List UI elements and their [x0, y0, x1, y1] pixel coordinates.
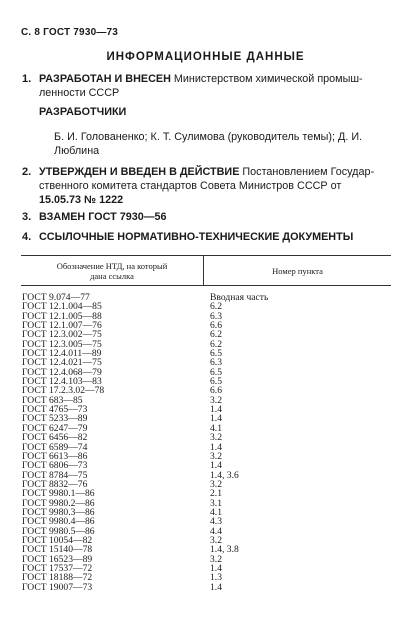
- section-2: [39, 165, 391, 207]
- table-top-rule: [21, 255, 391, 256]
- table-cell-clause: 6.2: [210, 301, 222, 313]
- table-cell-clause: 3.1: [210, 497, 222, 509]
- table-cell-clause: 1.4: [210, 562, 222, 574]
- section-2-number: 2.: [22, 166, 32, 178]
- table-cell-document: ГОСТ 6247—79: [22, 422, 88, 434]
- table-cell-document: ГОСТ 9980.5—86: [22, 525, 95, 537]
- table-cell-clause: 4.1: [210, 506, 222, 518]
- table-cell-clause: 4.1: [210, 422, 222, 434]
- section-1-number: 1.: [22, 73, 32, 85]
- table-cell-document: ГОСТ 15140—78: [22, 544, 93, 556]
- table-cell-document: ГОСТ 6806—73: [22, 460, 88, 472]
- table-cell-clause: 1.4, 3.6: [210, 469, 239, 481]
- section-2-line1: Постановлением Государ-: [242, 166, 375, 178]
- page-title: ИНФОРМАЦИОННЫЕ ДАННЫЕ: [106, 51, 305, 63]
- section-1: [39, 72, 391, 100]
- section-3-number: 3.: [22, 211, 32, 223]
- section-2-bold: УТВЕРЖДЕН И ВВЕДЕН В ДЕЙСТВИЕ: [39, 166, 240, 178]
- table-cell-document: ГОСТ 9980.1—86: [22, 488, 95, 500]
- table-header-rule: [21, 285, 391, 286]
- table-cell-clause: 1.4: [210, 413, 222, 425]
- table-cell-document: ГОСТ 9.074—77: [22, 292, 90, 303]
- table-cell-clause: 3.2: [210, 478, 222, 490]
- developers-heading: РАЗРАБОТЧИКИ: [39, 106, 127, 118]
- table-cell-clause: 3.2: [210, 450, 222, 462]
- table-cell-document: ГОСТ 12.3.005—75: [22, 338, 102, 350]
- table-cell-clause: 6.5: [210, 348, 222, 360]
- table-cell-clause: 6.2: [210, 329, 222, 341]
- section-3-text: ВЗАМЕН ГОСТ 7930—56: [39, 211, 167, 223]
- table-cell-document: ГОСТ 8784—75: [22, 469, 88, 481]
- table-col1-header: [21, 261, 203, 281]
- section-4-text: ССЫЛОЧНЫЕ НОРМАТИВНО-ТЕХНИЧЕСКИЕ ДОКУМЕНТЫ: [39, 231, 354, 243]
- section-4-number: 4.: [22, 231, 32, 243]
- table-cell-document: ГОСТ 18188—72: [22, 572, 93, 584]
- table-cell-clause: 1.3: [210, 572, 222, 584]
- table-cell-clause: 6.3: [210, 357, 222, 369]
- table-cell-document: ГОСТ 6456—82: [22, 432, 88, 444]
- table-cell-clause: 1.4: [210, 460, 222, 472]
- table-cell-clause: 1.4: [210, 441, 222, 453]
- page-header: С. 8 ГОСТ 7930—73: [21, 27, 119, 38]
- table-cell-clause: 6.3: [210, 310, 222, 322]
- section-2-line2: ственного комитета стандартов Совета Министров СССР от: [39, 180, 342, 192]
- section-1-line2: ленности СССР: [39, 87, 120, 99]
- table-cell-clause: 1.4, 3.8: [210, 544, 239, 556]
- table-cell-clause: 3.2: [210, 553, 222, 565]
- table-cell-document: ГОСТ 12.1.004—85: [22, 301, 102, 313]
- table-cell-document: ГОСТ 9980.3—86: [22, 506, 95, 518]
- table-cell-document: ГОСТ 12.4.021—75: [22, 357, 102, 369]
- table-body: [21, 293, 391, 592]
- table-cell-clause: 6.5: [210, 376, 222, 388]
- table-cell-clause: 2.1: [210, 488, 222, 500]
- table-cell-document: ГОСТ 9980.4—86: [22, 516, 95, 528]
- table-cell-clause: 6.6: [210, 320, 222, 332]
- table-cell-document: ГОСТ 8832—76: [22, 478, 88, 490]
- table-cell-document: ГОСТ 19007—73: [22, 581, 93, 593]
- table-cell-document: ГОСТ 12.3.002—75: [22, 329, 102, 341]
- table-cell-document: ГОСТ 10054—82: [22, 534, 93, 546]
- table-cell-clause: 3.2: [210, 394, 222, 406]
- table-cell-clause: 1.4: [210, 404, 222, 416]
- developers-line1: Б. И. Голованенко; К. Т. Сулимова (руководитель темы); Д. И.: [54, 131, 363, 143]
- table-cell-document: ГОСТ 5233—89: [22, 413, 88, 425]
- section-2-line3: 15.05.73 № 1222: [39, 194, 124, 206]
- table-cell-clause: Вводная часть: [210, 292, 269, 303]
- table-cell-document: ГОСТ 4765—73: [22, 404, 88, 416]
- developers-line2: Люблина: [54, 145, 100, 157]
- table-cell-clause: 6.2: [210, 338, 222, 350]
- table-cell-document: ГОСТ 12.4.068—79: [22, 366, 102, 378]
- table-cell-document: ГОСТ 12.1.007—76: [22, 320, 102, 332]
- table-cell-document: ГОСТ 16523—89: [22, 553, 93, 565]
- table-cell-clause: 4.3: [210, 516, 222, 528]
- table-cell-document: ГОСТ 9980.2—86: [22, 497, 95, 509]
- developers-list: [54, 130, 392, 158]
- table-cell-clause: 4.4: [210, 525, 222, 537]
- section-1-bold: РАЗРАБОТАН И ВНЕСЕН: [39, 73, 171, 85]
- table-cell-document: ГОСТ 17537—72: [22, 562, 93, 574]
- table-col1-header-line2: дана ссылка: [90, 271, 134, 281]
- table-cell-document: ГОСТ 17.2.3.02—78: [22, 385, 105, 397]
- table-cell-document: ГОСТ 6613—86: [22, 450, 88, 462]
- table-cell-document: ГОСТ 12.1.005—88: [22, 310, 102, 322]
- table-cell-clause: 6.5: [210, 366, 222, 378]
- table-row: [21, 583, 391, 592]
- section-1-line1: Министерством химической промыш-: [173, 73, 363, 85]
- table-cell-document: ГОСТ 12.4.103—83: [22, 376, 102, 388]
- table-cell-clause: 3.2: [210, 432, 222, 444]
- table-col2-header: Номер пункта: [272, 266, 323, 276]
- table-cell-document: ГОСТ 6589—74: [22, 441, 88, 453]
- table-cell-document: ГОСТ 12.4.011—89: [22, 348, 102, 360]
- table-cell-document: ГОСТ 683—85: [22, 394, 83, 406]
- table-cell-clause: 3.2: [210, 534, 222, 546]
- table-cell-clause: 6.6: [210, 385, 222, 397]
- table-cell-clause: 1.4: [210, 581, 222, 593]
- table-col1-header-line1: Обозначение НТД, на который: [56, 261, 168, 271]
